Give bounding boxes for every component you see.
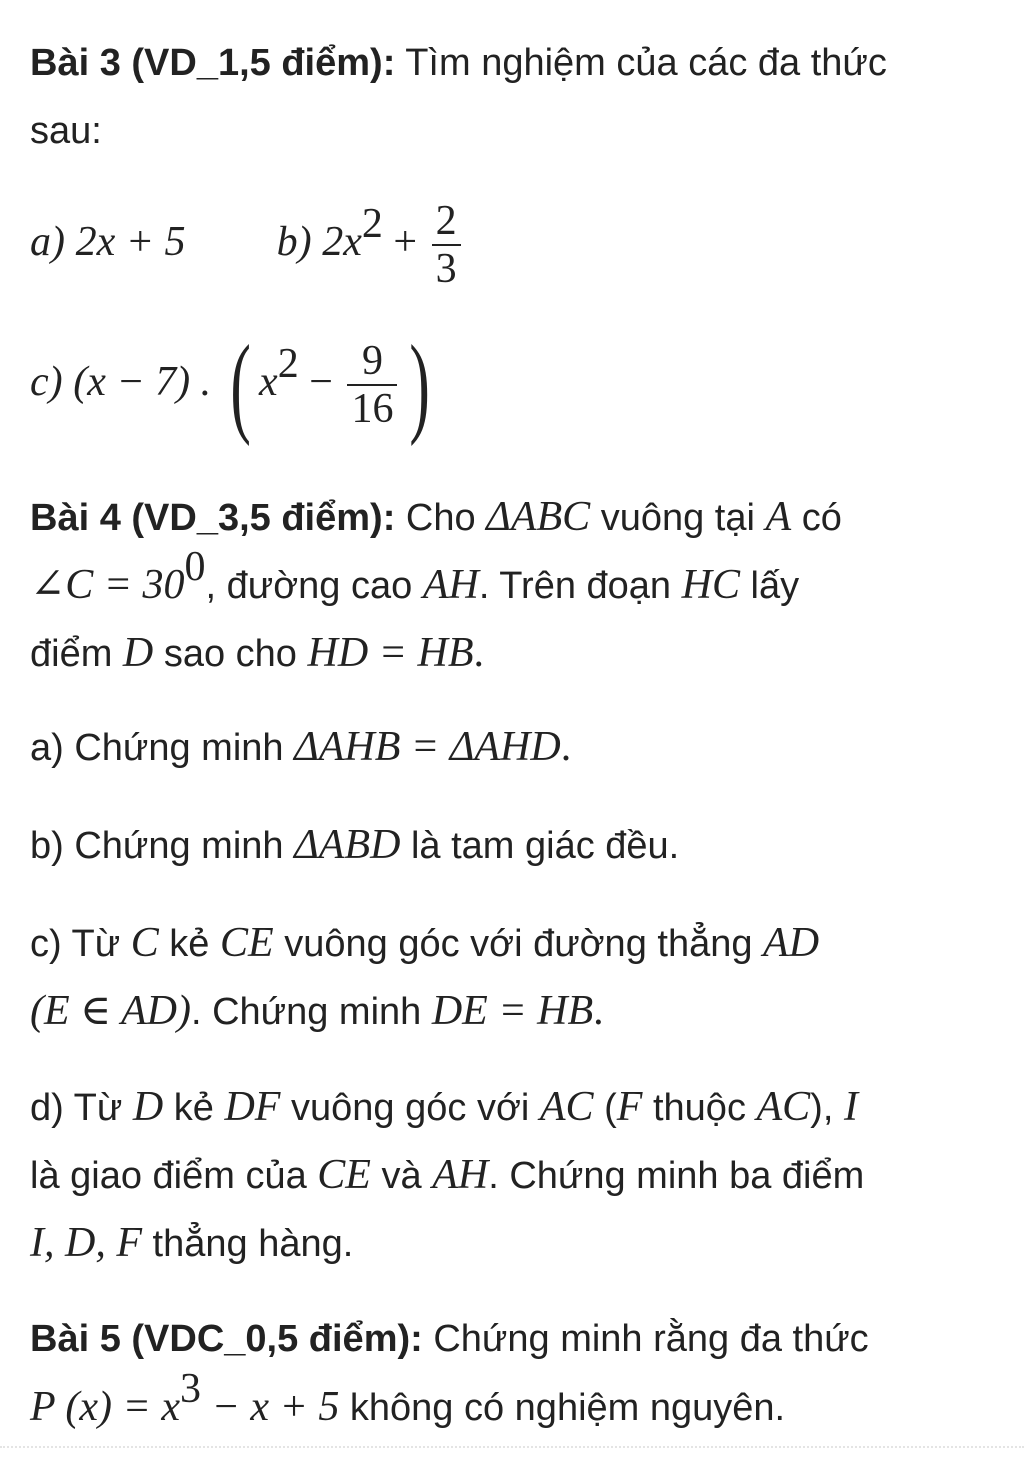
bai3-text: Tìm nghiệm của các đa thức [395,42,887,84]
bai4-part-d-line2 [30,1152,864,1199]
math: AD [763,920,820,966]
text: không có nghiệm nguyên. [339,1387,786,1429]
bai5-line2 [30,1366,786,1431]
text: Chứng minh rằng đa thức [422,1318,869,1360]
math: I, D, F [30,1220,142,1266]
text: vuông tại [590,497,766,539]
math: F [616,1084,643,1130]
part-c-label: c) [30,359,63,405]
text: . [593,988,604,1034]
part-b-label: b) [276,219,312,265]
math: (E ∈ AD) [30,988,191,1034]
math: CE [220,920,274,966]
bai3-parts-ab [30,190,465,294]
text: vuông góc với đường thẳng [273,923,764,965]
text: ( [593,1087,617,1129]
text: c) Từ [30,923,131,965]
exponent: 3 [180,1366,201,1412]
text: a) Chứng minh [30,727,295,769]
bai4-part-d-line3 [30,1220,353,1267]
text: . Trên đoạn [478,565,682,607]
bottom-divider [0,1446,1024,1448]
bai3-line1 [30,40,887,86]
bai4-part-c-line2 [30,988,604,1035]
right-paren: ) [409,322,431,447]
part-c-exponent: 2 [277,341,299,387]
bai5-heading: Bài 5 (VDC_0,5 điểm): [30,1318,423,1360]
part-c-lead: (x − 7) . [73,359,212,405]
text: là giao điểm của [30,1155,318,1197]
part-c-fraction [347,338,397,432]
math: DF [224,1084,281,1130]
math: − x + 5 [201,1384,340,1430]
bai3-text-cont: sau: [30,110,102,152]
text: vuông góc với [280,1087,540,1129]
text: có [791,497,842,539]
bai4-part-b [30,822,679,869]
text: d) Từ [30,1087,133,1129]
text: là tam giác đều. [400,825,680,867]
bai4-part-c-line1 [30,920,819,967]
bai4-part-a [30,724,571,771]
bai4-line3 [30,630,484,677]
math: C [130,920,159,966]
part-b-lead: 2x [322,219,362,265]
math: D [122,630,154,676]
math: AH [432,1152,489,1198]
exponent: 0 [184,544,206,590]
bai4-heading: Bài 4 (VD_3,5 điểm): [30,497,396,539]
math: AC [539,1084,594,1130]
part-b-plus: + [382,219,418,265]
text: b) Chứng minh [30,825,295,867]
text: sao cho [153,633,308,675]
bai4-part-d-line1 [30,1084,858,1131]
math: ΔABD [294,822,401,868]
math: HC [681,562,740,608]
bai5-line1 [30,1316,869,1362]
text: thẳng hàng. [141,1223,354,1265]
bai3-line2 [30,108,102,154]
fraction-numerator: 9 [347,338,397,386]
text: thuộc [642,1087,757,1129]
math: ΔAHB = ΔAHD [294,724,561,770]
math: ΔABC [486,494,591,540]
math: I [843,1084,858,1130]
bai3-heading: Bài 3 (VD_1,5 điểm): [30,42,396,84]
math: ∠C = 30 [30,562,185,608]
math: A [765,494,792,540]
part-a-expr: 2x + 5 [75,219,186,265]
math: P (x) = x [30,1384,180,1430]
text: kẻ [158,923,220,965]
math: CE [317,1152,371,1198]
part-c-minus: − [298,359,333,405]
text: Cho [395,497,487,539]
text: lấy [739,565,800,607]
part-c-inner: x [259,359,278,405]
math: HD = HB [307,630,474,676]
bai4-line2 [30,544,800,609]
part-a-label: a) [30,219,65,265]
left-paren: ( [230,322,251,447]
fraction-denominator: 16 [351,385,394,432]
math: D [132,1084,164,1130]
fraction-denominator: 3 [435,245,457,292]
text: . Chứng minh [190,991,432,1033]
text: và [370,1155,433,1197]
bai4-line1 [30,494,842,541]
text: . [560,724,572,770]
part-b-exponent: 2 [361,201,383,247]
text: ), [810,1087,844,1129]
math: AC [756,1084,811,1130]
math: AH [422,562,479,608]
text: , đường cao [205,565,423,607]
bai3-part-c [30,322,439,447]
math: DE = HB [431,988,594,1034]
text: kẻ [163,1087,225,1129]
fraction-numerator: 2 [432,198,461,246]
part-b-fraction [432,198,461,292]
text: . [473,630,484,676]
text: điểm [30,633,123,675]
text: . Chứng minh ba điểm [488,1155,865,1197]
